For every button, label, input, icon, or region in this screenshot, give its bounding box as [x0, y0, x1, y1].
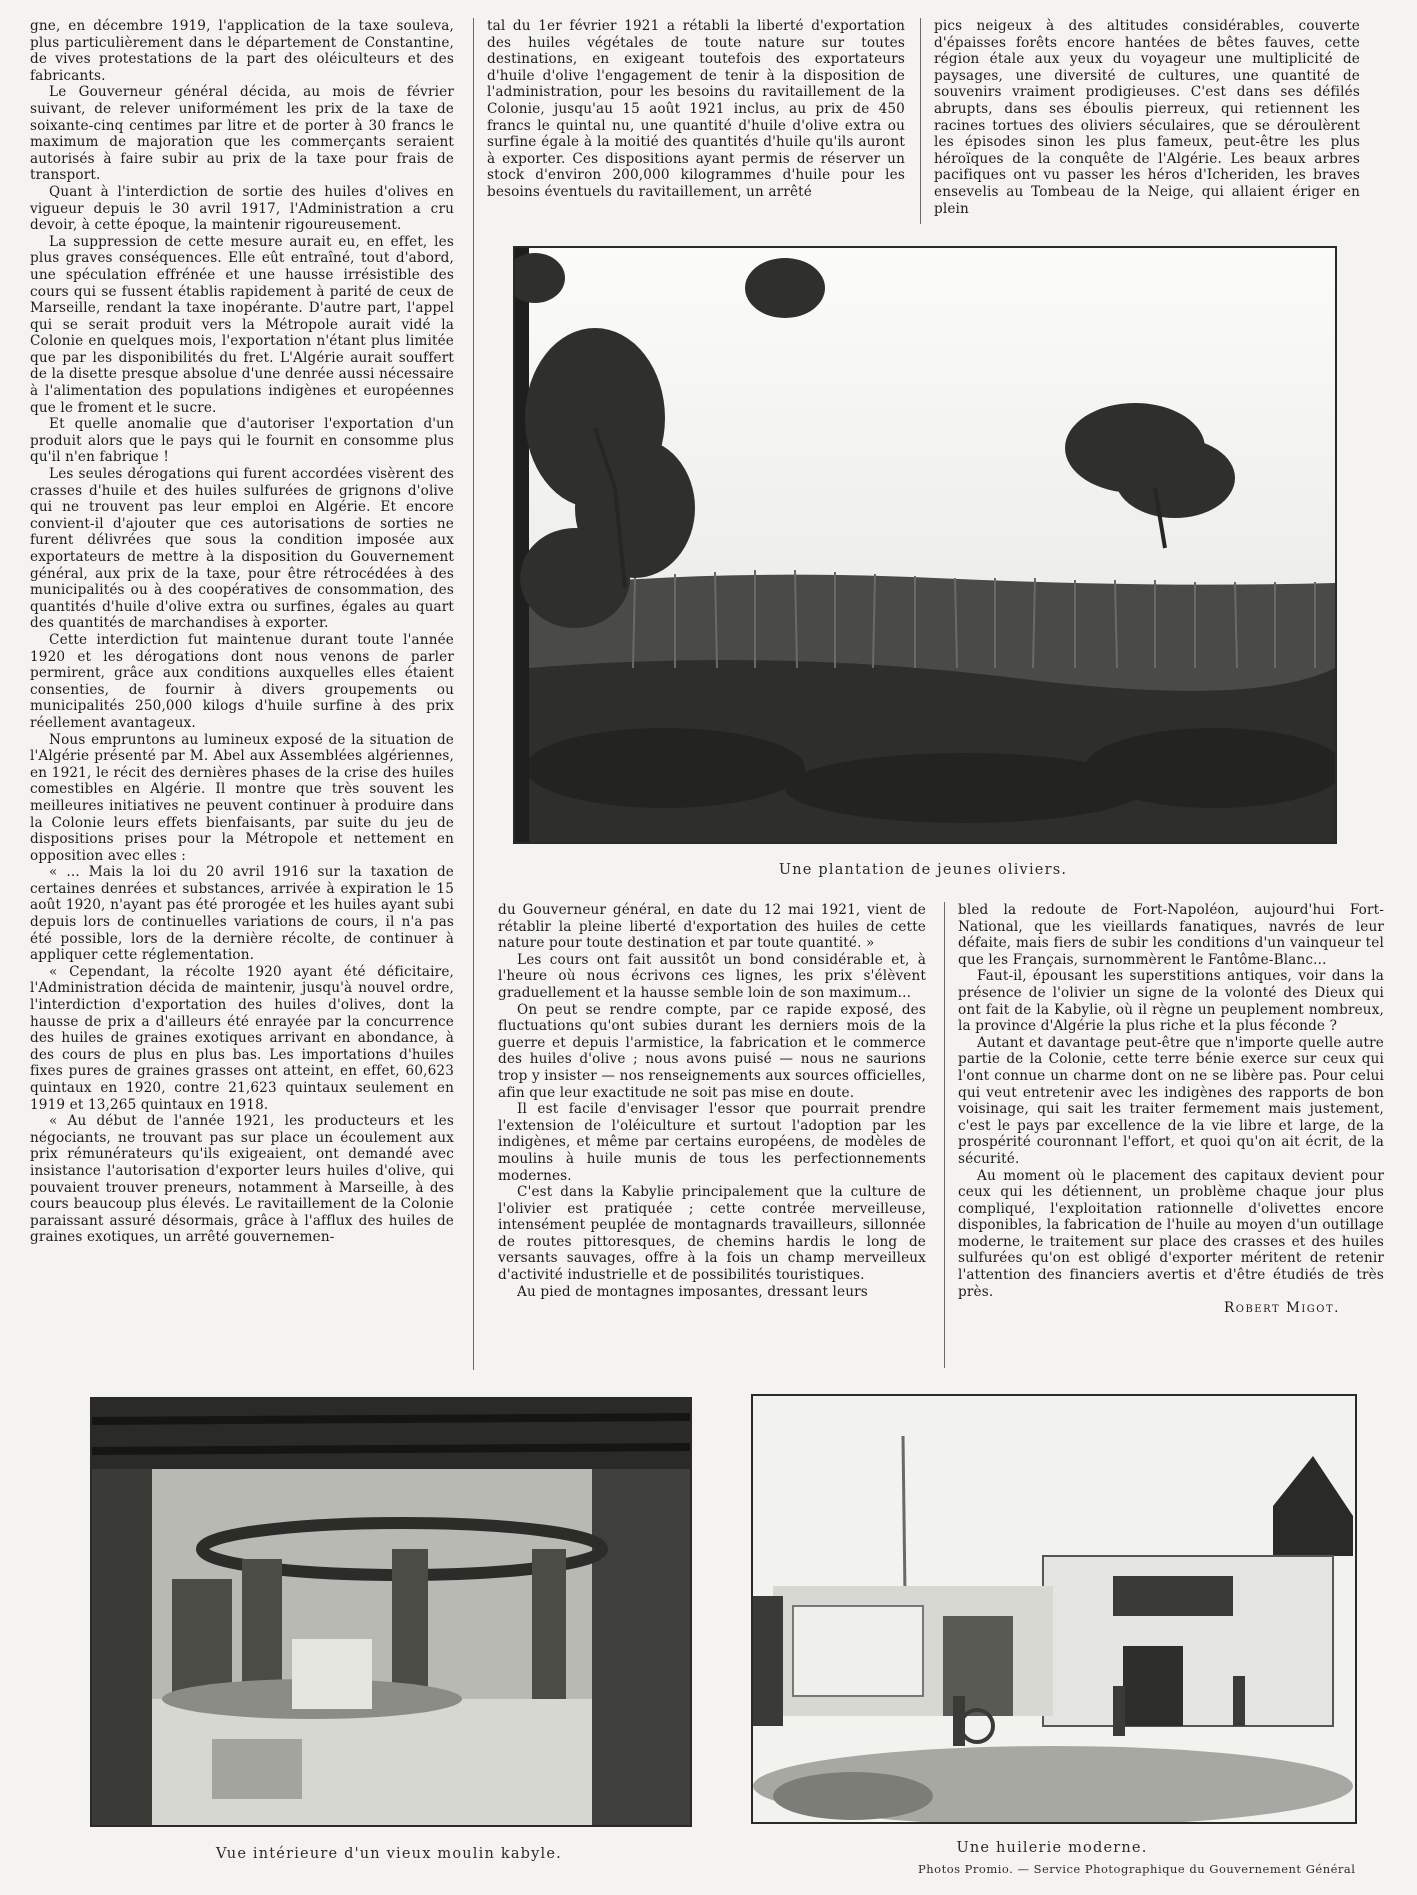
- factory-photo: [751, 1394, 1357, 1824]
- column-rule: [473, 18, 474, 1370]
- paragraph: « ... Mais la loi du 20 avril 1916 sur la taxation de certaines denrées et substances, arrivée à expiration le 15 août 1920, n'ayant pas été prorogée et les huiles ayant subi depuis lors de continuelles variations de cours, il n'a pas été possible, lors de la dernière récolte, de continuer à appliquer cette réglementation.: [30, 864, 454, 964]
- mill-caption: Vue intérieure d'un vieux moulin kabyle.: [216, 1846, 562, 1862]
- paragraph: Et quelle anomalie que d'autoriser l'exportation d'un produit alors que le pays qui le fournit en consomme plus qu'il n'en fabrique !: [30, 416, 454, 466]
- column-rule: [920, 18, 921, 224]
- plantation-caption: Une plantation de jeunes oliviers.: [778, 862, 1068, 878]
- paragraph: du Gouverneur général, en date du 12 mai 1921, vient de rétablir la pleine liberté d'exportation des huiles de cette nature pour toute destination et par toute quantité. »: [498, 902, 926, 952]
- paragraph: Autant et davantage peut-être que n'importe quelle autre partie de la Colonie, cette terre bénie exerce sur ceux qui l'ont connue un charme dont on ne se libère pas. Pour celui qui veut entretenir avec les indigènes des rapports de bon voisinage, qui sait les traiter fermement mais justement, c'est le pays par excellence de la vie libre et large, de la prospérité couronnant l'effort, et quoi qu'on ait écrit, de la sécurité.: [958, 1034, 1384, 1167]
- paragraph: C'est dans la Kabylie principalement que la culture de l'olivier est pratiquée ; cette contrée merveilleuse, intensément peuplée de montagnards travailleurs, sillonnée de routes pittoresques, de chemins hardis le long de versants sauvages, offre à la fois un champ merveilleux d'activité industrielle et de possibilités touristiques.: [498, 1184, 926, 1284]
- paragraph: Quant à l'interdiction de sortie des huiles d'olives en vigueur depuis le 30 avril 1917, l'Administration a cru devoir, à cette époque, la maintenir rigoureusement.: [30, 183, 454, 234]
- article-column-3-top: [934, 18, 1360, 228]
- plantation-photo: [513, 246, 1337, 844]
- column-rule: [944, 902, 945, 1368]
- paragraph: Le Gouverneur général décida, au mois de février suivant, de relever uniformément les prix de la taxe de soixante-cinq centimes par litre et de porter à 30 francs le maximum de majoration que les commerçants seraient autorisés à faire subir au prix de la taxe pour frais de transport.: [30, 84, 454, 184]
- paragraph: Cette interdiction fut maintenue durant toute l'année 1920 et les dérogations dont nous venons de parler permirent, grâce aux conditions auxquelles elles étaient consenties, de fournir à divers groupements ou municipalités 250,000 kilogs d'huile surfine à des prix réellement avantageux.: [30, 631, 454, 731]
- paragraph: bled la redoute de Fort-Napoléon, aujourd'hui Fort-National, que les vieillards fanatiques, navrés de leur défaite, mais fiers de subir les conditions d'un vainqueur tel que les Français, surnommèrent le Fantôme-Blanc...: [958, 902, 1384, 968]
- olive-plantation-image: [515, 248, 1335, 842]
- mill-photo: [90, 1397, 692, 1827]
- paragraph: On peut se rendre compte, par ce rapide exposé, des fluctuations qu'ont subies durant les derniers mois de la guerre et depuis l'armistice, la fabrication et le commerce des huiles d'olive ; nous avons puisé — nous ne saurions trop y insister — nos renseignements aux sources officielles, afin que leur exactitude ne soit pas mise en doute.: [498, 1001, 926, 1101]
- paragraph: Au pied de montagnes imposantes, dressant leurs: [517, 1283, 868, 1300]
- paragraph: « Au début de l'année 1921, les producteurs et les négociants, ne trouvant pas sur place un écoulement aux prix rémunérateurs qu'ils exigeaient, ont demandé avec insistance l'autorisation d'exporter leurs huiles d'olive, qui pouvaient trouver preneurs, notamment à Marseille, à des cours beaucoup plus élevés. Le ravitaillement de la Colonie paraissant assuré désormais, grâce à l'afflux des huiles de graines exotiques, un arrêté gouvernemen-: [30, 1113, 454, 1246]
- paragraph: tal du 1er février 1921 a rétabli la liberté d'exportation des huiles végétales de toute nature sur toutes destinations, en exigeant toutefois des exportateurs d'huile d'olive l'engagement de tenir à la disposition de l'administration, pour les besoins du ravitaillement de la Colonie, jusqu'au 15 août 1921 inclus, au prix de 450 francs le quintal nu, une quantité d'huile d'olive extra ou surfine égale à la moitié des quantités d'huile qu'ils auront à exporter. Ces dispositions ayant permis de réserver un stock d'environ 200,000 kilogrammes d'huile pour les besoins éventuels du ravitaillement, un arrêté: [487, 18, 905, 200]
- paragraph: Nous empruntons au lumineux exposé de la situation de l'Algérie présenté par M. Abel aux Assemblées algériennes, en 1921, le récit des dernières phases de la crise des huiles comestibles en Algérie. Il montre que très souvent les meilleures initiatives ne peuvent continuer à produire dans la Colonie leurs effets bienfaisants, par suite du jeu de dispositions prises pour la Métropole et nettement en opposition avec elles :: [30, 731, 454, 864]
- paragraph: Faut-il, épousant les superstitions antiques, voir dans la présence de l'olivier un signe de la volonté des Dieux qui ont fait de la Kabylie, où il règne un peuplement nombreux, la province d'Algérie la plus riche et la plus féconde ?: [958, 968, 1384, 1035]
- paragraph: « Cependant, la récolte 1920 ayant été déficitaire, l'Administration décida de maintenir, jusqu'à nouvel ordre, l'interdiction d'exportation des huiles d'olives, dont la hausse de prix a d'ailleurs été enrayée par la concurrence des huiles de graines exotiques arrivant en abondance, à des cours de plus en plus bas. Les importations d'huiles fixes pures de graines grasses ont atteint, en effet, 60,623 quintaux en 1920, contre 21,623 quintaux seulement en 1919 et 13,265 quintaux en 1918.: [30, 963, 454, 1113]
- paragraph: La suppression de cette mesure aurait eu, en effet, les plus graves conséquences. Elle eût entraîné, tout d'abord, une spéculation effrénée et une hausse irrésistible des cours qui se fussent établis rapidement à parité de ceux de Marseille, rendant la taxe inopérante. D'autre part, l'appel qui se serait produit vers la Métropole aurait vidé la Colonie en quelques mois, l'exportation n'étant plus limitée que par les disponibilités du fret. L'Algérie aurait souffert de la disette presque absolue d'une denrée aussi nécessaire à l'alimentation des populations indigènes et européennes que le froment et le sucre.: [30, 233, 454, 416]
- paragraph: Il est facile d'envisager l'essor que pourrait prendre l'extension de l'oléiculture et surtout l'adoption par les indigènes, et même par certains européens, de modèles de moulins à huile munis de tous les perfectionnements modernes.: [498, 1101, 926, 1184]
- paragraph: Au moment où le placement des capitaux devient pour ceux qui les détiennent, un problème chaque jour plus compliqué, l'exploitation rationnelle d'olivettes encore disponibles, la fabrication de l'huile au moyen d'un outillage moderne, le traitement sur place des crasses et des huiles sulfurées qu'on est obligé d'exporter méritent de retenir l'attention des financiers avertis et d'être étudiés de très près.: [958, 1167, 1384, 1300]
- old-mill-image: [92, 1399, 690, 1825]
- paragraph: Les seules dérogations qui furent accordées visèrent des crasses d'huile et des huiles sulfurées de grignons d'olive qui ne trouvent pas leur emploi en Algérie. Et encore convient-il d'ajouter que ces autorisations de sorties ne furent délivrées que sous la condition imposée aux exportateurs de mettre à la disposition du Gouvernement général, aux prix de la taxe, pour être rétrocédées à des municipalités ou à des coopératives de consommation, des quantités d'huile d'olive extra ou surfines, égales au quart des quantités de marchandises à exporter.: [30, 466, 454, 632]
- modern-oil-factory-image: [753, 1396, 1355, 1822]
- article-column-2-bottom: [498, 902, 926, 1368]
- article-column-3-bottom: [958, 902, 1384, 1368]
- paragraph: pics neigeux à des altitudes considérables, couverte d'épaisses forêts encore hantées de bêtes fauves, cette région étale aux yeux du voyageur une multiplicité de paysages, une diversité de cultures, une quantité de souvenirs vraiment prodigieuses. C'est dans ses défilés abrupts, dans ses éboulis pierreux, qui retiennent les racines tortues des oliviers séculaires, que se déroulèrent les épisodes sinon les plus fameux, peut-être les plus héroïques de la conquête de l'Algérie. Les beaux arbres pacifiques ont vu passer les héros d'Icheriden, les braves ensevelis au Tombeau de la Neige, qui allaient ériger en plein: [934, 18, 1360, 217]
- author-signature: Robert Migot.: [1224, 1300, 1340, 1317]
- paragraph: gne, en décembre 1919, l'application de la taxe soulevа, plus particulièrement dans le département de Constantine, de vives protestations de la part des oléiculteurs et des fabricants.: [30, 18, 454, 84]
- photo-credit: Photos Promio. — Service Photographique du Gouvernement Général: [918, 1862, 1356, 1876]
- article-column-2-top: [487, 18, 905, 228]
- paragraph: Les cours ont fait aussitôt un bond considérable et, à l'heure où nous écrivons ces lignes, les prix s'élèvent graduellement et la hausse semble loin de son maximum...: [498, 951, 926, 1001]
- article-column-1: [30, 18, 454, 1370]
- factory-caption: Une huilerie moderne.: [956, 1840, 1148, 1856]
